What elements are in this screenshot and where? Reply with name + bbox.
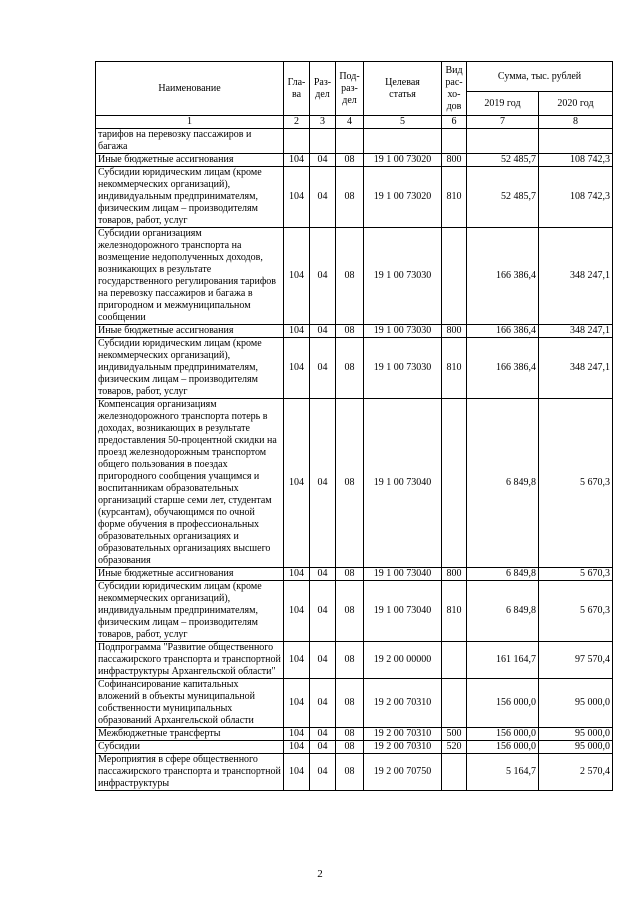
header-glava: Гла- ва [284,62,310,116]
cell-section: 04 [310,642,336,679]
cell-chapter: 104 [284,642,310,679]
cell-sum-2019: 166 386,4 [467,228,539,325]
cell-expense-type: 500 [442,728,467,741]
column-number: 8 [539,116,613,129]
cell-chapter: 104 [284,338,310,399]
cell-name: Субсидии юридическим лицам (кроме некоммерческих организаций), индивидуальным предпринимателям, физическим лицам – производителям товаров, работ, услуг [96,338,284,399]
cell-name: Подпрограмма "Развитие общественного пассажирского транспорта и транспортной инфраструктуры Архангельской области" [96,642,284,679]
header-name: Наименование [96,62,284,116]
cell-subsection: 08 [336,167,364,228]
cell-sum-2019: 52 485,7 [467,154,539,167]
cell-subsection: 08 [336,642,364,679]
cell-expense-type: 520 [442,741,467,754]
cell-chapter: 104 [284,679,310,728]
cell-sum-2019: 166 386,4 [467,325,539,338]
table-row [96,167,613,228]
cell-subsection: 08 [336,754,364,791]
cell-target-article: 19 1 00 73030 [364,338,442,399]
cell-target-article: 19 1 00 73020 [364,154,442,167]
cell-expense-type: 810 [442,581,467,642]
column-number: 5 [364,116,442,129]
cell-subsection: 08 [336,568,364,581]
table-row [96,568,613,581]
cell-sum-2020 [539,129,613,154]
cell-chapter: 104 [284,754,310,791]
cell-subsection: 08 [336,581,364,642]
cell-name: Субсидии [96,741,284,754]
header-celevaya-statya: Целевая статья [364,62,442,116]
column-number: 2 [284,116,310,129]
cell-section: 04 [310,338,336,399]
table-row [96,581,613,642]
cell-sum-2019: 156 000,0 [467,679,539,728]
cell-name: Межбюджетные трансферты [96,728,284,741]
header-summa: Сумма, тыс. рублей [467,62,613,92]
header-vid-rashodov: Вид рас- хо- дов [442,62,467,116]
cell-chapter: 104 [284,728,310,741]
table-row [96,399,613,568]
cell-expense-type [442,399,467,568]
table-row [96,679,613,728]
cell-target-article: 19 1 00 73020 [364,167,442,228]
cell-subsection [336,129,364,154]
cell-sum-2020: 95 000,0 [539,728,613,741]
table-row [96,129,613,154]
cell-chapter: 104 [284,399,310,568]
column-number: 7 [467,116,539,129]
cell-name: Компенсация организациям железнодорожного транспорта потерь в доходах, возникающих в результате предоставления 50-процентной скидки на проезд железнодорожным транспортом общего пользования в поездах пригородного сообщения учащимся и воспитанникам образовательных организаций старше семи лет, студентам (курсантам), обучающимся по очной форме обучения в профессиональных образовательных организациях и образовательных организациях высшего образования [96,399,284,568]
column-number: 4 [336,116,364,129]
cell-subsection: 08 [336,741,364,754]
table-row [96,154,613,167]
cell-sum-2020: 2 570,4 [539,754,613,791]
cell-sum-2020: 348 247,1 [539,228,613,325]
cell-target-article: 19 1 00 73040 [364,568,442,581]
cell-name: тарифов на перевозку пассажиров и багажа [96,129,284,154]
cell-expense-type: 810 [442,167,467,228]
cell-sum-2019: 52 485,7 [467,167,539,228]
column-number: 1 [96,116,284,129]
cell-name: Иные бюджетные ассигнования [96,568,284,581]
table-row [96,754,613,791]
cell-sum-2020: 97 570,4 [539,642,613,679]
cell-sum-2020: 5 670,3 [539,581,613,642]
cell-section: 04 [310,679,336,728]
cell-sum-2019: 156 000,0 [467,728,539,741]
cell-target-article: 19 2 00 70310 [364,741,442,754]
cell-target-article [364,129,442,154]
cell-chapter: 104 [284,325,310,338]
table-body [96,129,613,791]
cell-expense-type: 800 [442,154,467,167]
cell-sum-2020: 5 670,3 [539,399,613,568]
cell-name: Иные бюджетные ассигнования [96,325,284,338]
cell-subsection: 08 [336,399,364,568]
cell-section: 04 [310,568,336,581]
cell-sum-2019: 156 000,0 [467,741,539,754]
cell-subsection: 08 [336,338,364,399]
cell-expense-type: 800 [442,325,467,338]
cell-section: 04 [310,741,336,754]
cell-chapter: 104 [284,154,310,167]
cell-target-article: 19 2 00 70750 [364,754,442,791]
cell-section: 04 [310,154,336,167]
column-number-row [96,116,613,129]
header-razdel: Раз- дел [310,62,336,116]
cell-sum-2020: 108 742,3 [539,167,613,228]
cell-chapter [284,129,310,154]
column-number: 3 [310,116,336,129]
cell-section: 04 [310,754,336,791]
header-podrazdel: Под- раз- дел [336,62,364,116]
cell-sum-2019: 6 849,8 [467,399,539,568]
cell-sum-2019: 6 849,8 [467,568,539,581]
budget-table [95,61,613,791]
cell-sum-2020: 95 000,0 [539,679,613,728]
table-row [96,741,613,754]
cell-chapter: 104 [284,167,310,228]
table-row [96,325,613,338]
cell-sum-2020: 108 742,3 [539,154,613,167]
cell-name: Мероприятия в сфере общественного пассажирского транспорта и транспортной инфраструктуры [96,754,284,791]
cell-target-article: 19 2 00 70310 [364,728,442,741]
cell-expense-type [442,228,467,325]
cell-section [310,129,336,154]
cell-subsection: 08 [336,728,364,741]
cell-expense-type: 800 [442,568,467,581]
cell-name: Софинансирование капитальных вложений в объекты муниципальной собственности муниципальных образований Архангельской области [96,679,284,728]
cell-sum-2020: 348 247,1 [539,325,613,338]
cell-section: 04 [310,399,336,568]
cell-expense-type [442,679,467,728]
table-row [96,228,613,325]
cell-section: 04 [310,228,336,325]
cell-sum-2020: 95 000,0 [539,741,613,754]
cell-subsection: 08 [336,325,364,338]
table-row [96,728,613,741]
table-row [96,642,613,679]
header-2019: 2019 год [467,92,539,116]
cell-target-article: 19 2 00 00000 [364,642,442,679]
cell-target-article: 19 1 00 73030 [364,228,442,325]
cell-target-article: 19 1 00 73030 [364,325,442,338]
cell-section: 04 [310,325,336,338]
page-number: 2 [317,868,323,880]
cell-subsection: 08 [336,679,364,728]
cell-section: 04 [310,728,336,741]
cell-sum-2019: 6 849,8 [467,581,539,642]
cell-sum-2019: 161 164,7 [467,642,539,679]
cell-name: Иные бюджетные ассигнования [96,154,284,167]
cell-sum-2020: 5 670,3 [539,568,613,581]
cell-expense-type: 810 [442,338,467,399]
cell-sum-2019: 166 386,4 [467,338,539,399]
cell-section: 04 [310,167,336,228]
cell-target-article: 19 1 00 73040 [364,581,442,642]
cell-sum-2019: 5 164,7 [467,754,539,791]
cell-subsection: 08 [336,228,364,325]
cell-sum-2019 [467,129,539,154]
cell-section: 04 [310,581,336,642]
cell-name: Субсидии юридическим лицам (кроме некоммерческих организаций), индивидуальным предпринимателям, физическим лицам – производителям товаров, работ, услуг [96,167,284,228]
cell-target-article: 19 2 00 70310 [364,679,442,728]
header-2020: 2020 год [539,92,613,116]
cell-chapter: 104 [284,568,310,581]
cell-expense-type [442,642,467,679]
cell-chapter: 104 [284,228,310,325]
cell-name: Субсидии юридическим лицам (кроме некоммерческих организаций), индивидуальным предпринимателям, физическим лицам – производителям товаров, работ, услуг [96,581,284,642]
column-number: 6 [442,116,467,129]
cell-name: Субсидии организациям железнодорожного транспорта на возмещение недополученных доходов, возникающих в результате государственного регулирования тарифов на перевозку пассажиров и багажа в пригородном и межмуниципальном сообщении [96,228,284,325]
cell-sum-2020: 348 247,1 [539,338,613,399]
table-row [96,338,613,399]
cell-subsection: 08 [336,154,364,167]
cell-expense-type [442,129,467,154]
cell-target-article: 19 1 00 73040 [364,399,442,568]
cell-chapter: 104 [284,741,310,754]
cell-chapter: 104 [284,581,310,642]
cell-expense-type [442,754,467,791]
